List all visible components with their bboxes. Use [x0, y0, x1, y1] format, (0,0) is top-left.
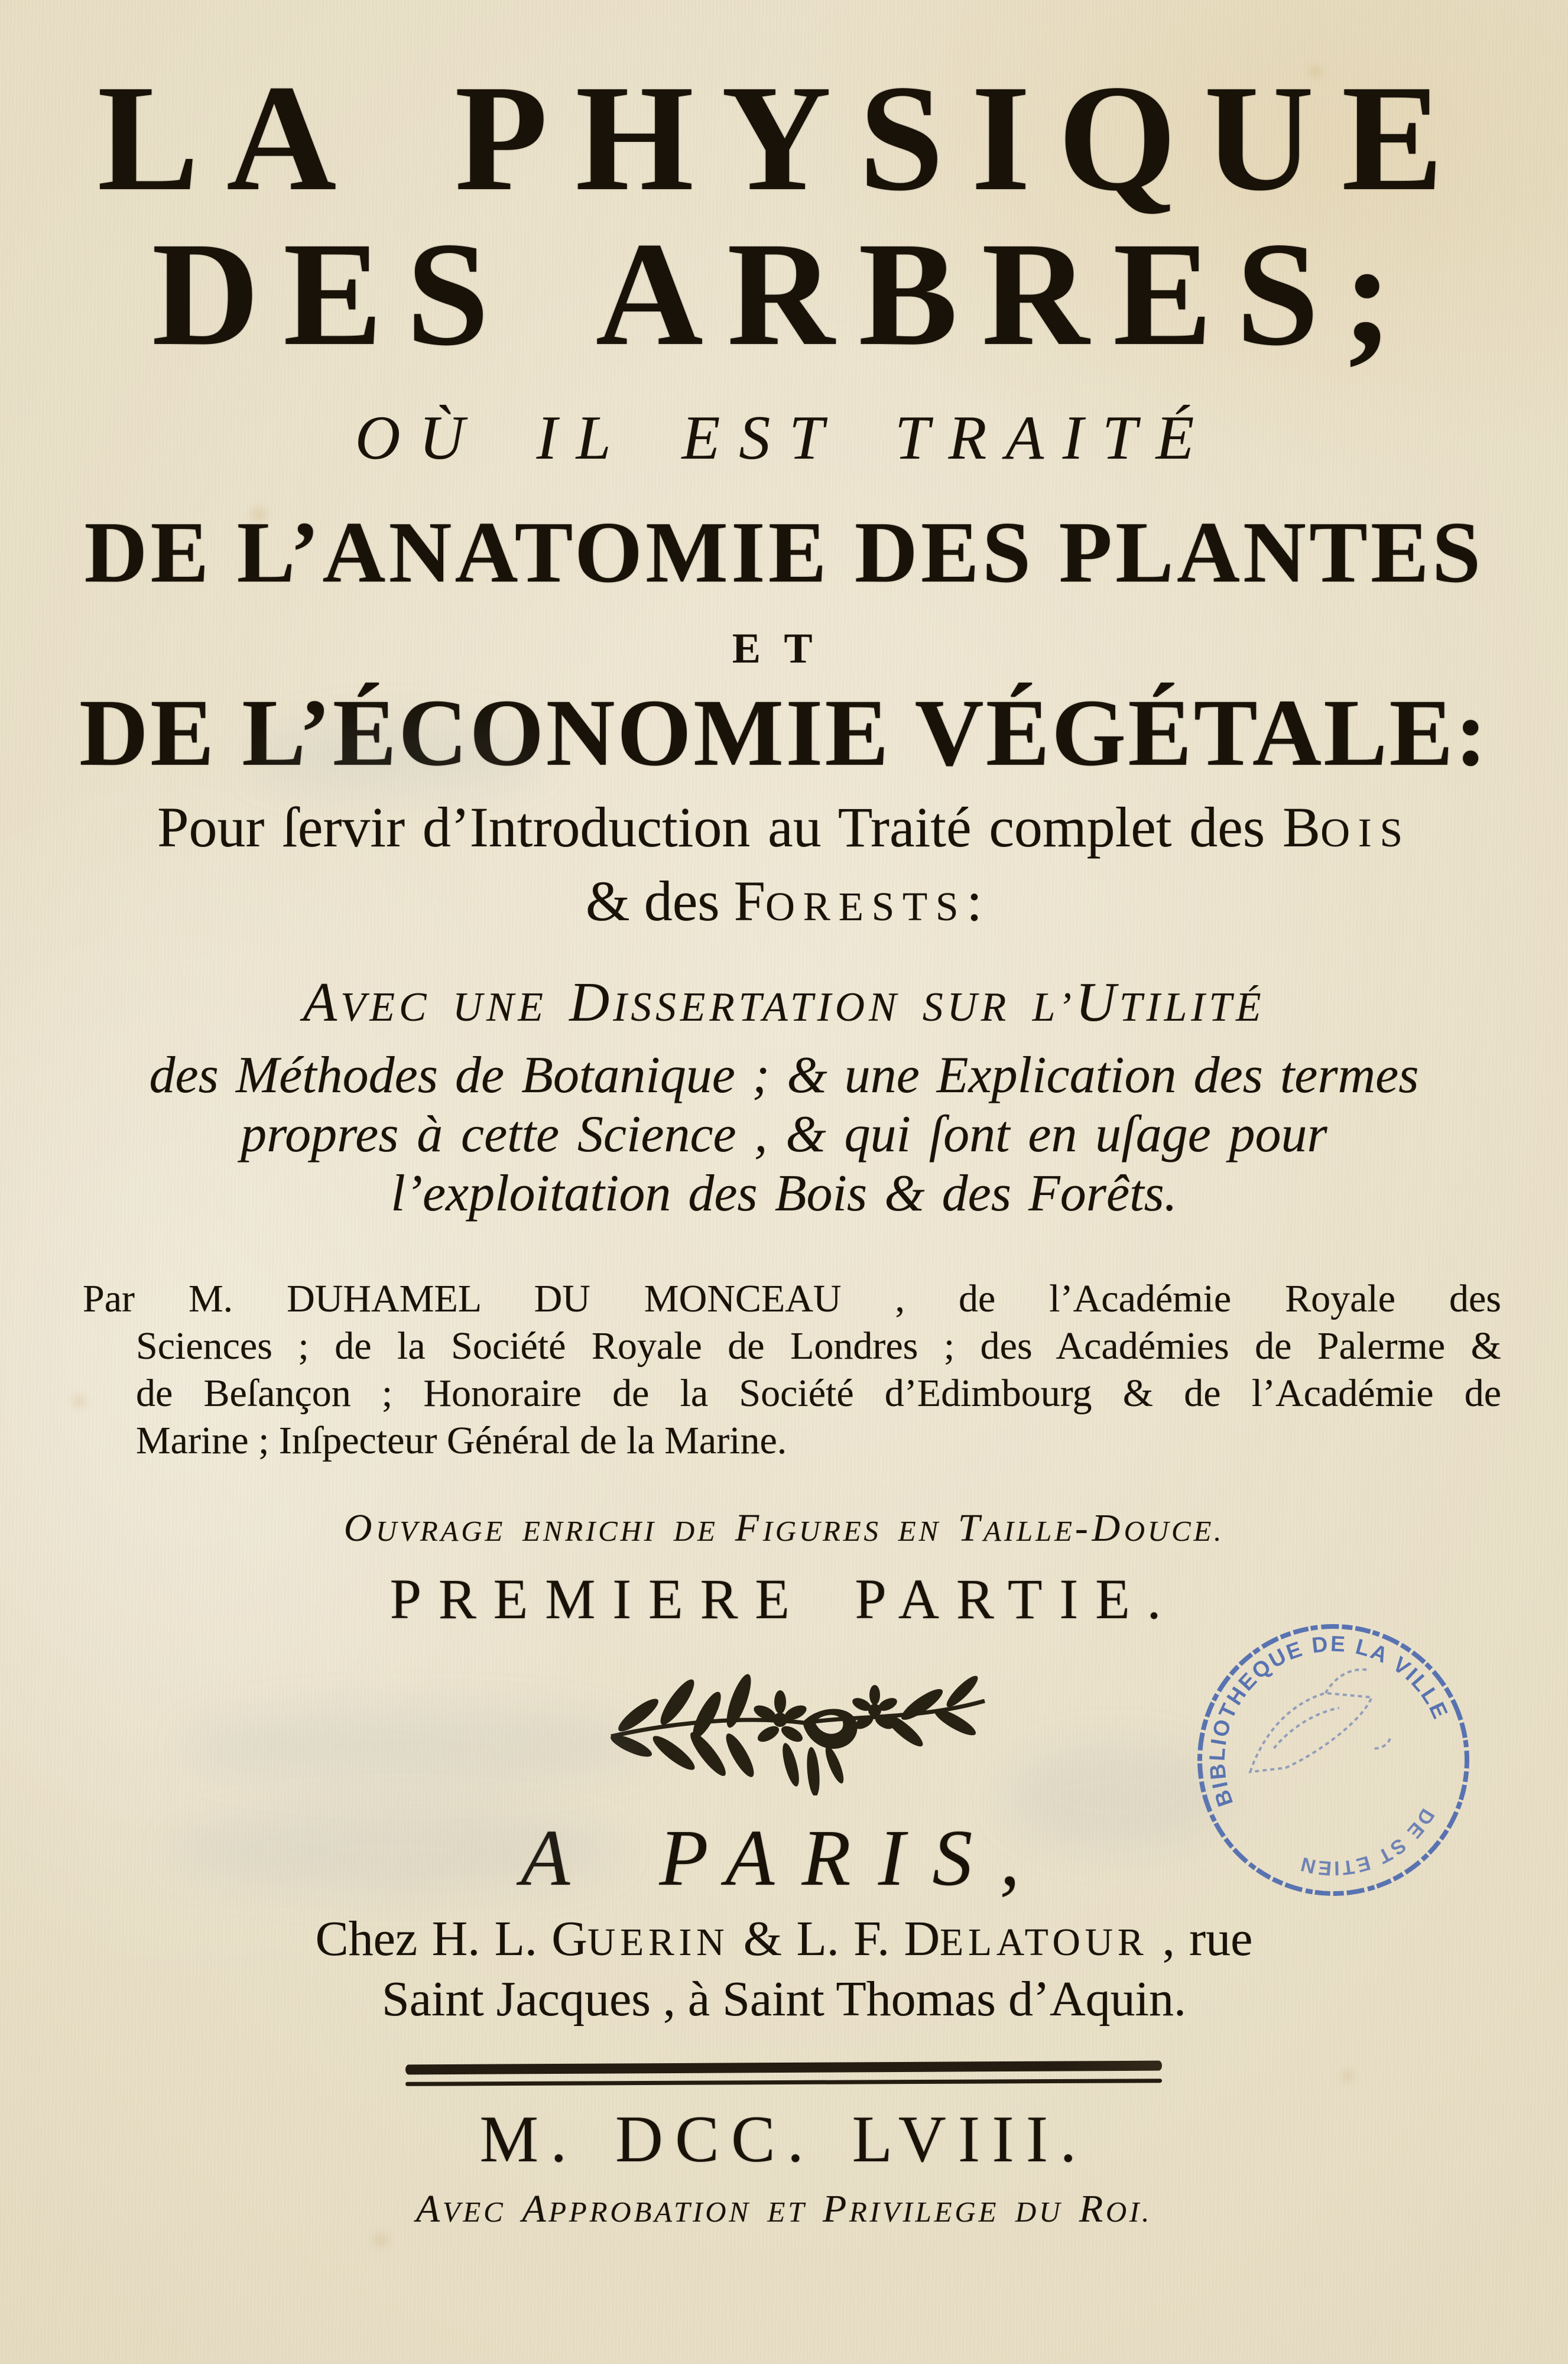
- floral-woodcut-ornament: [608, 1665, 988, 1795]
- publisher-line2: Saint Jacques , à Saint Thomas d’Aquin.: [382, 1972, 1186, 2027]
- author-line1: Par M. DUHAMEL DU MONCEAU , de l’Académie Royale des: [83, 1277, 1501, 1320]
- paper-show-through: [171, 1808, 621, 1891]
- author-statement: [83, 1275, 1501, 1464]
- subtitle-ou-il-est-traite: OÙ IL EST TRAITÉ: [355, 403, 1213, 472]
- dissertation-line3: propres à cette Science , & qui ſont en uſage pour: [241, 1106, 1327, 1163]
- author-line2: Sciences ; de la Société Royale de Londres ; des Académies de Palerme &: [136, 1324, 1501, 1368]
- foxing-spot: [1309, 66, 1322, 77]
- imprint-year: M. DCC. LVIII.: [479, 2103, 1089, 2176]
- main-title-line1: LA PHYSIQUE: [97, 53, 1471, 222]
- subtitle-anatomie-des-plantes: DE L’ANATOMIE DES PLANTES: [84, 504, 1484, 601]
- dissertation-line2: des Méthodes de Botanique ; & une Explication des termes: [149, 1047, 1419, 1104]
- part-statement: PREMIERE PARTIE.: [389, 1567, 1179, 1631]
- privilege-line: AVEC APPROBATION ET PRIVILEGE DU ROI.: [415, 2187, 1153, 2230]
- ornament-flower-left: [752, 1690, 809, 1745]
- conjunction-et: ET: [732, 625, 836, 672]
- paper-show-through: [248, 721, 544, 792]
- foxing-spot: [1342, 2071, 1353, 2081]
- ouvrage-enrichi-line: OUVRAGE ENRICHI DE FIGURES EN TAILLE-DOUCE.: [343, 1506, 1225, 1550]
- author-line4: Marine ; Inſpecteur Général de la Marine.: [136, 1419, 787, 1462]
- double-rule: [405, 2063, 1162, 2084]
- intro-line-bois: Pour ſervir d’Introduction au Traité complet des BOIS: [157, 795, 1411, 859]
- intro-line-forests: & des FORESTS:: [586, 869, 982, 933]
- main-title-line2: DES ARBRES;: [151, 211, 1417, 376]
- imprint-city: A PARIS,: [521, 1814, 1047, 1902]
- stamp-text-bottom: DE ST ETIEN: [1297, 1804, 1439, 1880]
- rule-thin-bar: [405, 2079, 1162, 2086]
- dissertation-line4: l’exploitation des Bois & des Forêts.: [391, 1165, 1177, 1222]
- subtitle-economie-vegetale: DE L’ÉCONOMIE VÉGÉTALE:: [79, 680, 1489, 786]
- dissertation-line1: AVEC UNE DISSERTATION SUR L’UTILITÉ: [303, 972, 1265, 1033]
- foxing-spot: [251, 508, 267, 521]
- paper-show-through: [1005, 1743, 1229, 1850]
- foxing-spot: [73, 1396, 85, 1407]
- author-line3: de Beſançon ; Honoraire de la Société d’Edimbourg & de l’Académie de: [136, 1372, 1501, 1415]
- stamp-text-top: BIBLIOTHEQUE DE LA VILLE: [1205, 1631, 1453, 1810]
- rule-thick-bar: [405, 2061, 1162, 2075]
- paper-show-through: [183, 1708, 644, 1785]
- publisher-line1: Chez H. L. GUERIN & L. F. DELATOUR , rue: [315, 1911, 1253, 1966]
- foxing-spot: [374, 2234, 388, 2246]
